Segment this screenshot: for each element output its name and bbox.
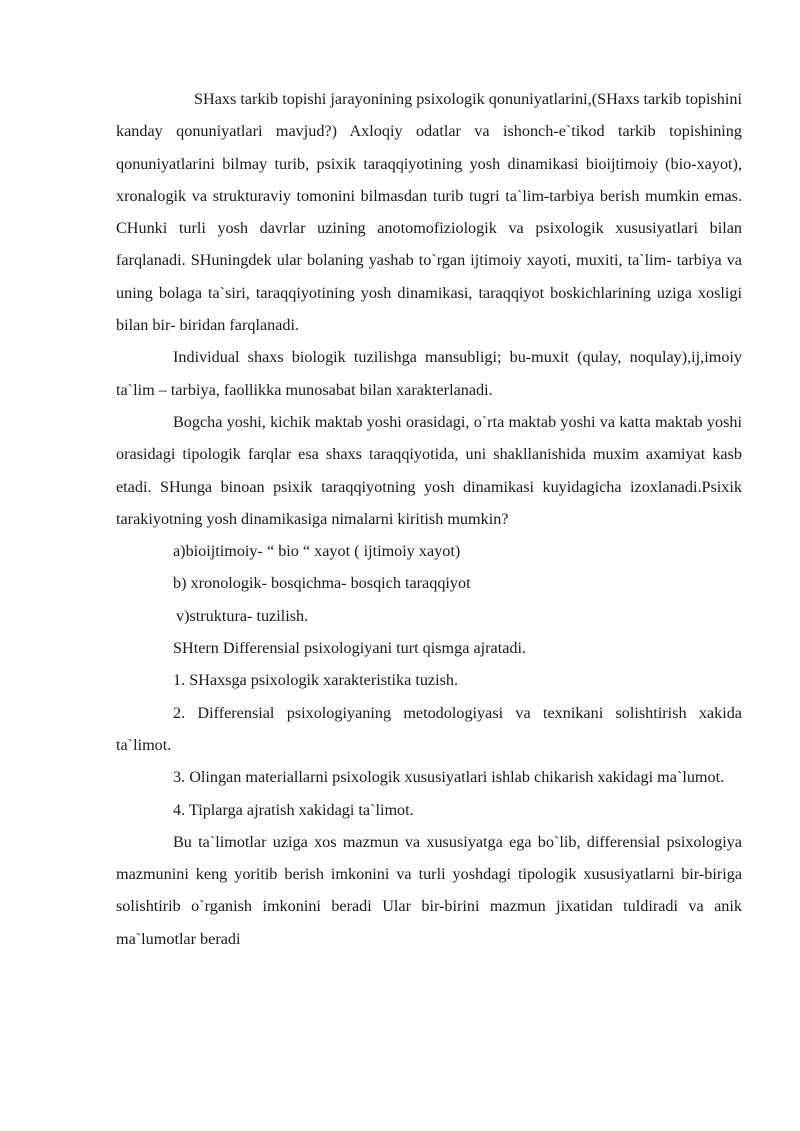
document-page <box>116 83 742 955</box>
paragraph-typological: Bogcha yoshi, kichik maktab yoshi orasidagi, o`rta maktab yoshi va katta maktab yoshi orasidagi tipologik farqlar esa shaxs taraqqiyotida, uni shakllanishida muxim axamiyat kasb etadi. SHunga binoan psixik taraqqiyotning yosh dinamikasi kuyidagicha izoxlanadi.Psixik tarakiyotning yosh dinamikasiga nimalarni kiritish mumkin? <box>116 412 742 528</box>
paragraph-intro: SHaxs tarkib topishi jarayonining psixologik qonuniyatlarini,(SHaxs tarkib topishini kanday qonuniyatlari mavjud?) Axloqiy odatlar va ishonch-e`tikod tarkib topishining qonuniyatlarini bilmay turib, psixik taraqqiyotining yosh dinamikasi bioijtimoiy (bio-xayot), xronalogik va strukturaviy tomonini bilmasdan turib tugri ta`lim-tarbiya berish mumkin emas. CHunki turli yosh davrlar uzining anotomofiziologik va psixologik xususiyatlari bilan farqlanadi. SHuningdek ular bolaning yashab to`rgan ijtimoiy xayoti, muxiti, ta`lim- tarbiya va uning bolaga ta`siri, taraqqiyotining yosh dinamikasi, taraqqiyot boskichlarining uziga xosligi bilan bir- biridan farqlanadi. <box>116 90 742 335</box>
list-item-b: b) xronologik- bosqichma- bosqich taraqqiyot <box>173 574 471 593</box>
numbered-item-3: 3. Olingan materiallarni psixologik xususiyatlari ishlab chikarish xakidagi ma`lumot. <box>173 768 725 787</box>
paragraph-conclusion: Bu ta`limotlar uziga xos mazmun va xususiyatga ega bo`lib, differensial psixologiya mazmunini keng yoritib berish imkonini va turli yoshdagi tipologik xususiyatlarni bir-biriga solishtirib o`rganish imkonini beradi Ular bir-birini mazmun jixatidan tuldiradi va anik ma`lumotlar beradi <box>116 832 742 948</box>
paragraph-individual: Individual shaxs biologik tuzilishga mansubligi; bu-muxit (qulay, noqulay),ij,imoiy ta`lim – tarbiya, faollikka munosabat bilan xarakterlanadi. <box>116 348 742 399</box>
numbered-item-1: 1. SHaxsga psixologik xarakteristika tuzish. <box>173 671 459 690</box>
paragraph-shtern: SHtern Differensial psixologiyani turt qismga ajratadi. <box>173 639 527 658</box>
list-item-v: v)struktura- tuzilish. <box>176 606 309 625</box>
numbered-item-4: 4. Tiplarga ajratish xakidagi ta`limot. <box>173 800 414 819</box>
numbered-item-2: 2. Differensial psixologiyaning metodologiyasi va texnikani solishtirish xakida ta`limot. <box>116 703 742 754</box>
list-item-a: a)bioijtimoiy- “ bio “ xayot ( ijtimoiy xayot) <box>173 542 461 561</box>
